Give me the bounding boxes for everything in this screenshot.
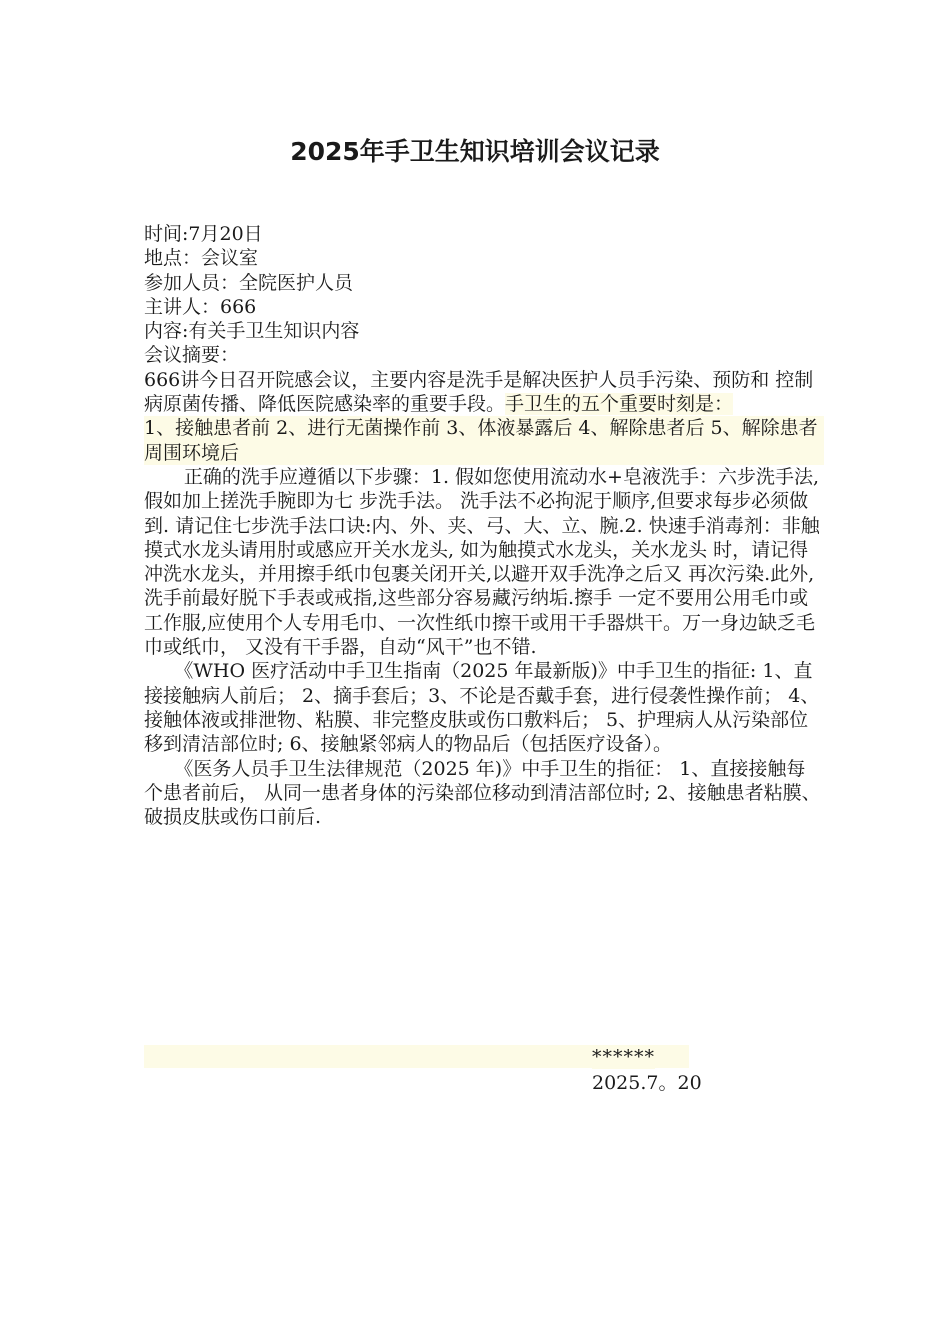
who-guideline-paragraph: 《WHO 医疗活动中手卫生指南（2025 年最新版)》中手卫生的指征: 1、直接接触病人前后； 2、摘手套后；3、不论是否戴手套，进行侵袭性操作前； 4、接触体液或排泄物、粘膜、非完整皮肤或伤口敷料后； 5、护理病人从污染部位移到清洁部位时; 6、接触紧邻病人的物品后（包括医疗设备）。 [144,660,820,756]
summary-paragraph [144,368,824,417]
meeting-attendees: 参加人员：全院医护人员 [144,271,354,294]
signature-stars: ****** [592,1046,655,1068]
meeting-time: 时间:7月20日 [144,223,263,245]
five-moments-label: 手卫生的五个重要时刻是： [505,393,734,416]
signature-date: 2025.7。20 [592,1072,702,1094]
meeting-content: 内容:有关手卫生知识内容 [144,320,360,343]
document-title: 2025年手卫生知识培训会议记录 [290,137,660,166]
regulation-paragraph: 《医务人员手卫生法律规范（2025 年)》中手卫生的指征： 1、直接接触每个患者前后， 从同一患者身体的污染部位移动到清洁部位时; 2、接触患者粘膜、破损皮肤或伤口前后. [144,757,821,829]
document-body [144,222,824,829]
meeting-speaker: 主讲人：666 [144,295,257,318]
five-moments-list: 1、接触患者前 2、进行无菌操作前 3、体液暴露后 4、解除患者后 5、解除患者周围环境后 [144,416,824,465]
summary-intro: 666讲今日召开院感会议，主要内容是洗手是解决医护人员手污染、预防和 控制病原菌传播、降低医院感染率的重要手段。 [144,368,814,416]
summary-label: 会议摘要： [144,344,240,367]
meeting-place: 地点：会议室 [144,247,259,270]
handwashing-steps-paragraph: 正确的洗手应遵循以下步骤：1. 假如您使用流动水+皂液洗手：六步洗手法,假如加上搓洗手腕即为七 步洗手法。 洗手法不必拘泥于顺序,但要求每步必须做到. 请记住七步洗手法口诀:内、外、夹、弓、大、立、腕.2. 快速手消毒剂：非触摸式水龙头请用肘或感应开关水龙头, 如为触摸式水龙头，关水龙头 时，请记得冲洗水龙头，并用擦手纸巾包裹关闭开关,以避开双手洗净之后又 再次污染.此外,洗手前最好脱下手表或戒指,这些部分容易藏污纳垢.擦手 一定不要用公用毛巾或工作服,应使用个人专用毛巾、一次性纸巾擦干或用干手器烘干。万一身边缺乏毛巾或纸巾， 又没有干手器，自动“风干”也不错. [144,465,820,659]
